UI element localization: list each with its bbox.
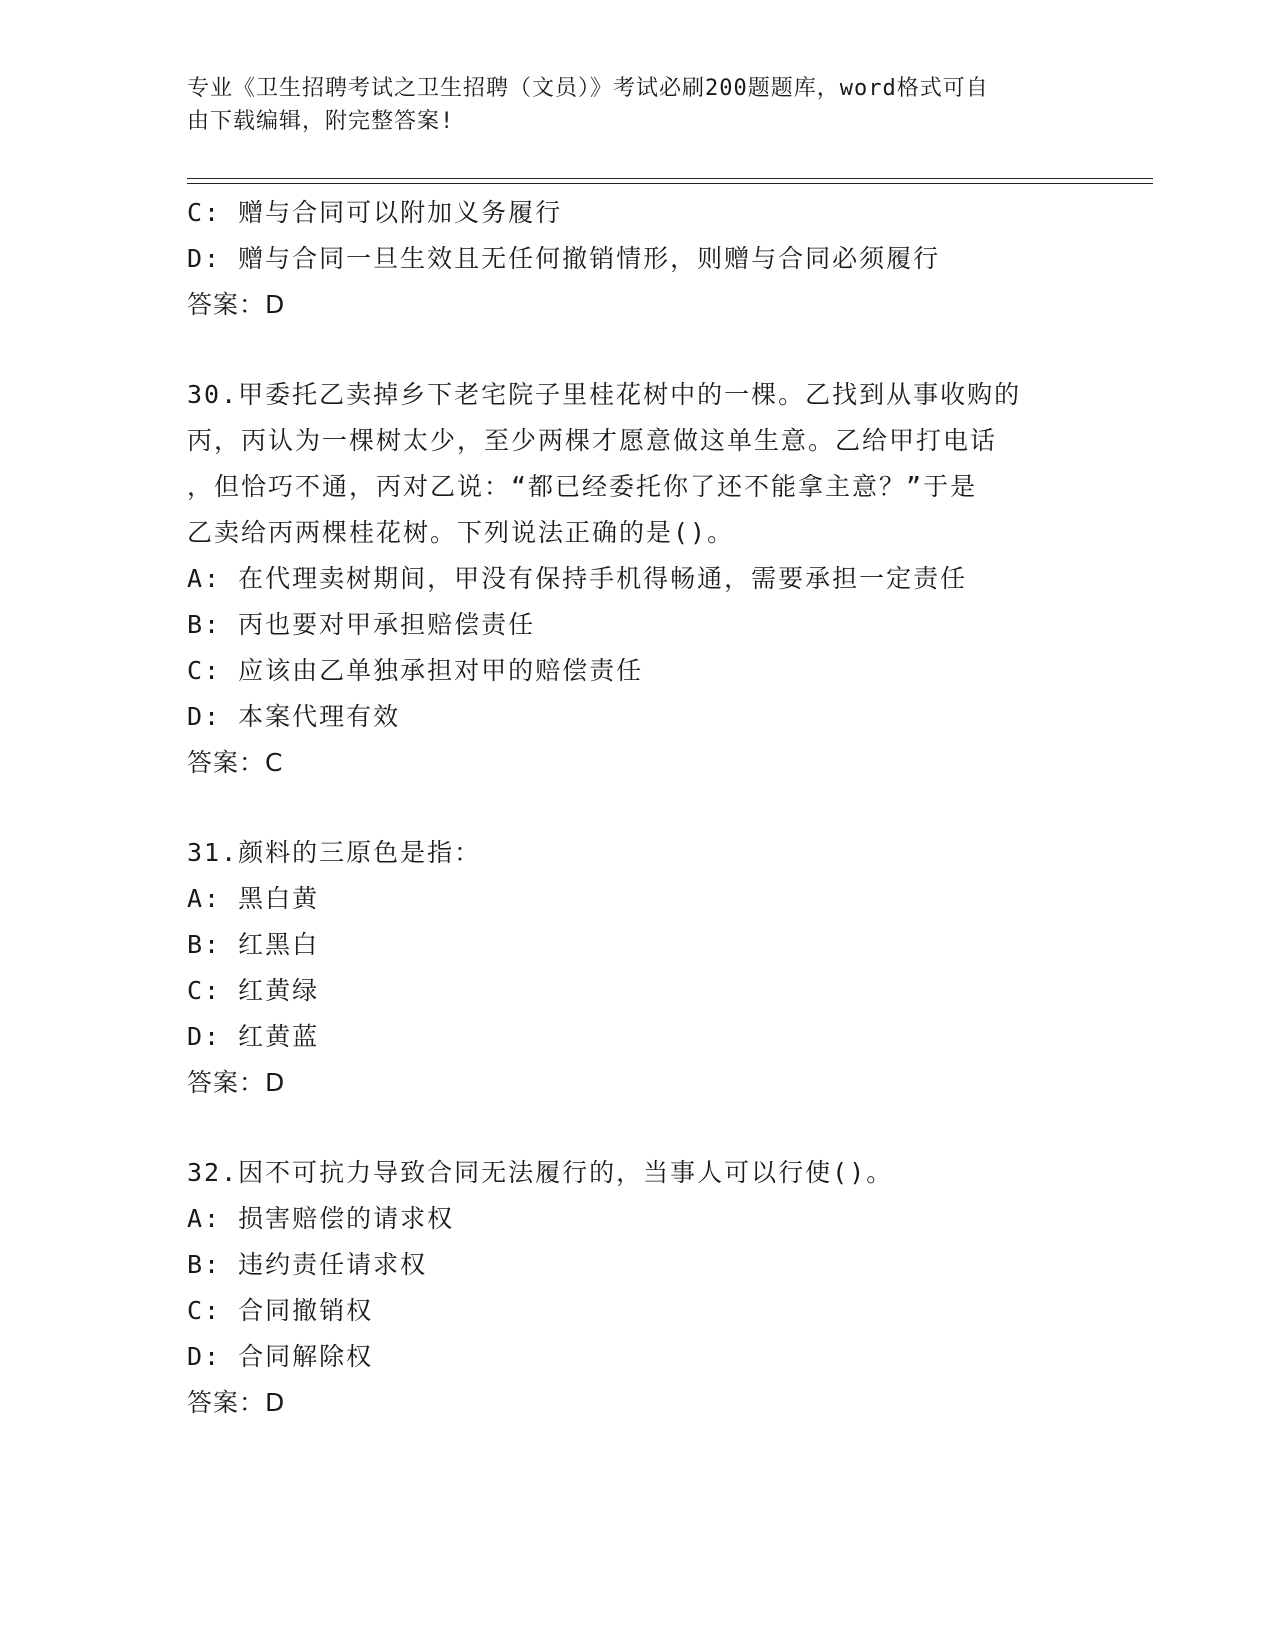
document-header: [187, 72, 1067, 138]
question-stem-line: 丙，丙认为一棵树太少，至少两棵才愿意做这单生意。乙给甲打电话: [187, 426, 998, 455]
option-d: D: 红黄蓝: [187, 1022, 320, 1051]
question-stem-line: 乙卖给丙两棵桂花树。下列说法正确的是()。: [187, 518, 735, 547]
header-line-1: 专业《卫生招聘考试之卫生招聘（文员）》考试必刷200题题库，word格式可自: [187, 76, 989, 101]
option-d: D: 本案代理有效: [187, 702, 401, 731]
question-30: [187, 372, 1087, 786]
answer-line: 答案：D: [187, 1068, 286, 1097]
option-b: B: 丙也要对甲承担赔偿责任: [187, 610, 536, 639]
question-31: [187, 830, 1087, 1106]
header-divider-bottom: [187, 183, 1153, 184]
question-stem-line: ，但恰巧不通，丙对乙说：“都已经委托你了还不能拿主意？”于是: [187, 472, 978, 501]
answer-line: 答案：C: [187, 748, 284, 777]
spacer: [187, 786, 1087, 830]
option-c: C: 合同撤销权: [187, 1296, 374, 1325]
answer-line: 答案：D: [187, 290, 286, 319]
option-b: B: 红黑白: [187, 930, 320, 959]
question-stem-line: 30.甲委托乙卖掉乡下老宅院子里桂花树中的一棵。乙找到从事收购的: [187, 380, 1022, 409]
option-d: D: 赠与合同一旦生效且无任何撤销情形，则赠与合同必须履行: [187, 244, 941, 273]
answer-line: 答案：D: [187, 1388, 286, 1417]
option-c: C: 应该由乙单独承担对甲的赔偿责任: [187, 656, 644, 685]
option-a: A: 在代理卖树期间，甲没有保持手机得畅通，需要承担一定责任: [187, 564, 968, 593]
option-a: A: 损害赔偿的请求权: [187, 1204, 455, 1233]
option-b: B: 违约责任请求权: [187, 1250, 428, 1279]
header-line-2: 由下载编辑，附完整答案!: [187, 109, 455, 134]
question-stem-line: 31.颜料的三原色是指：: [187, 838, 482, 867]
question-list: [187, 190, 1087, 1426]
header-divider-top: [187, 178, 1153, 179]
option-a: A: 黑白黄: [187, 884, 320, 913]
question-stem-line: 32.因不可抗力导致合同无法履行的，当事人可以行使()。: [187, 1158, 894, 1187]
question-32: [187, 1150, 1087, 1426]
spacer: [187, 328, 1087, 372]
option-d: D: 合同解除权: [187, 1342, 374, 1371]
option-c: C: 红黄绿: [187, 976, 320, 1005]
partial-question: [187, 190, 1087, 328]
spacer: [187, 1106, 1087, 1150]
option-c: C: 赠与合同可以附加义务履行: [187, 198, 563, 227]
